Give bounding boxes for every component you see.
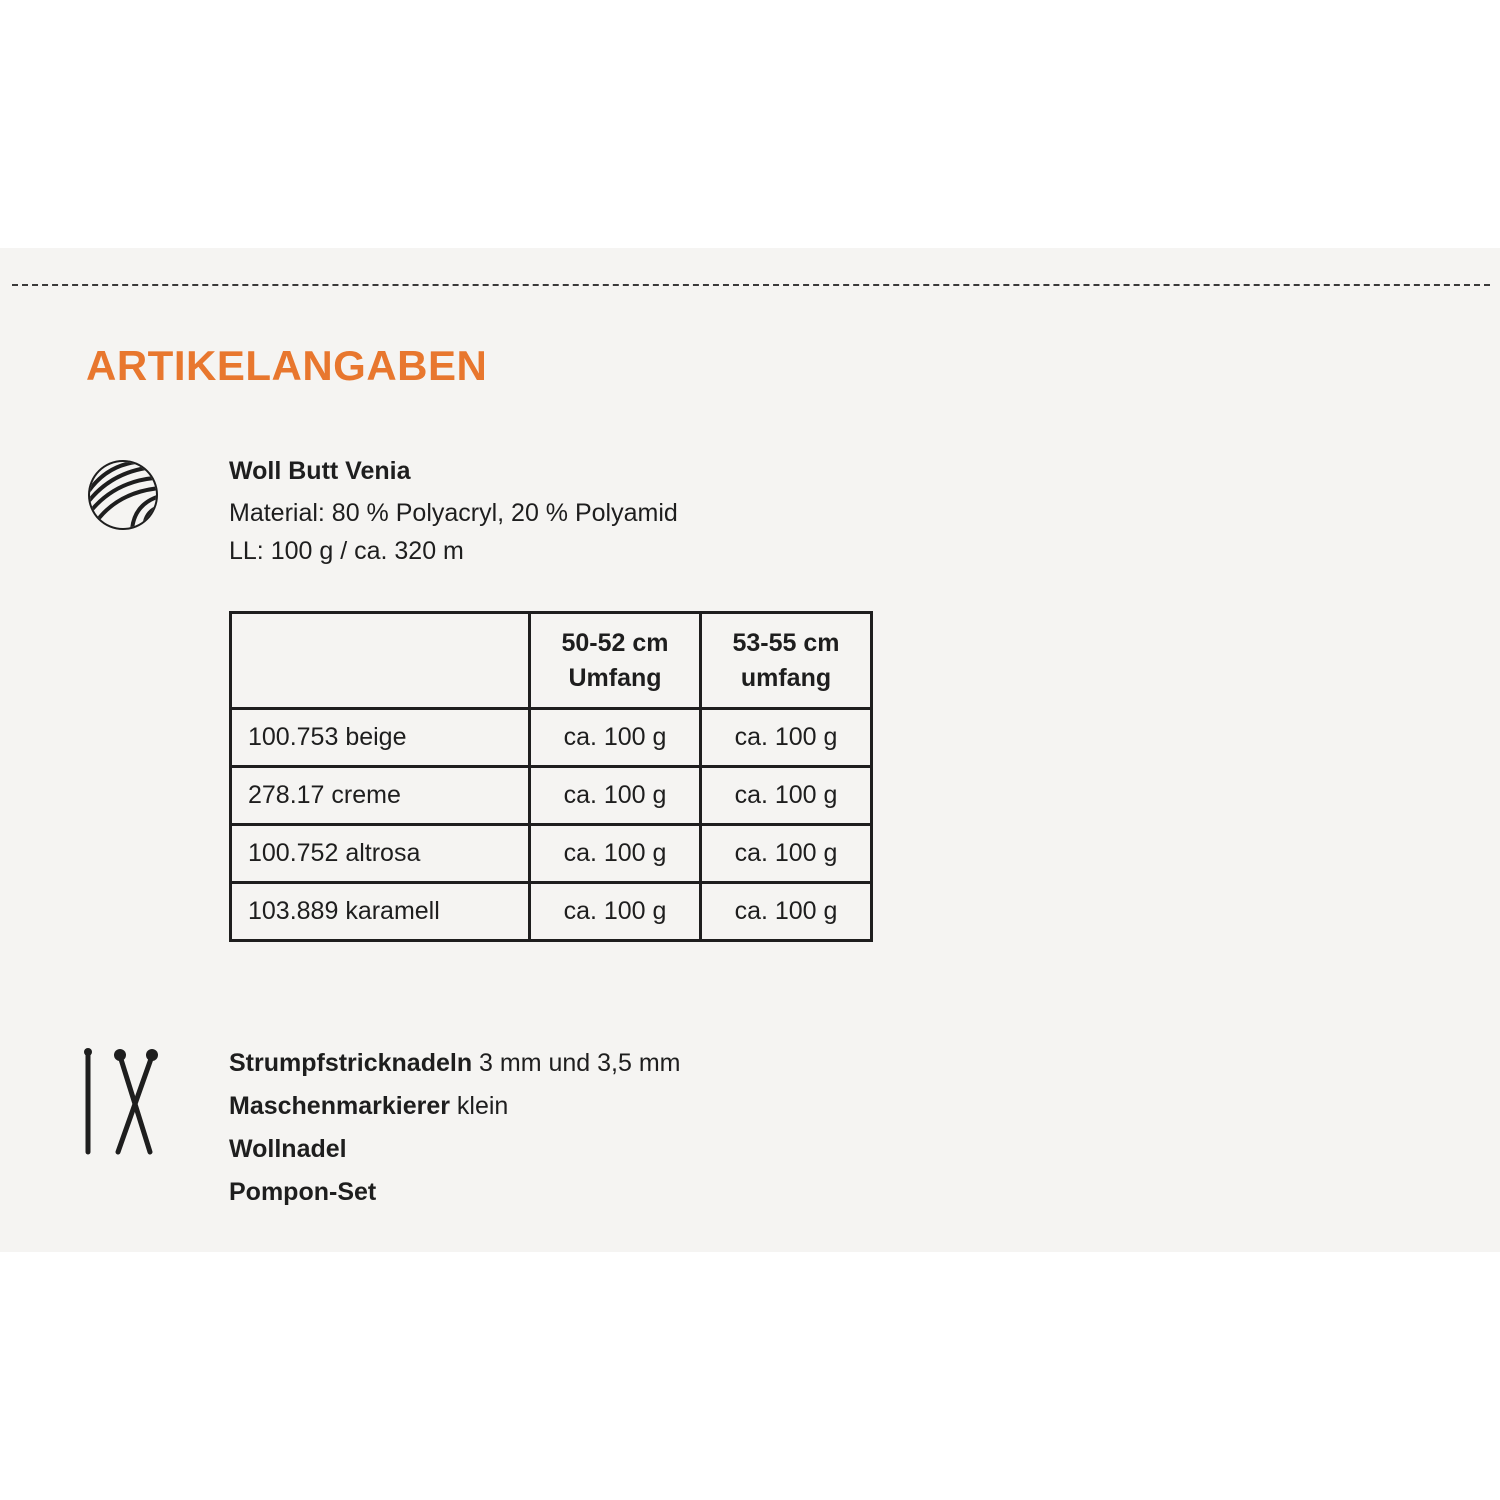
color-cell: 100.753 beige: [231, 709, 530, 767]
yarn-ball-icon: [84, 456, 162, 534]
table-header-size-1: [530, 613, 701, 709]
amount-cell: ca. 100 g: [530, 883, 701, 941]
header-size-unit: umfang: [740, 663, 832, 692]
tool-name: Strumpfstricknadeln: [229, 1049, 473, 1077]
tool-name: Pompon-Set: [229, 1178, 377, 1206]
header-size-label: 50-52 cm: [561, 628, 669, 657]
list-item: [229, 1085, 681, 1128]
color-cell: 103.889 karamell: [231, 883, 530, 941]
quantity-table: [229, 611, 873, 942]
table-header-empty: [231, 613, 530, 709]
table-header-row: [231, 613, 872, 709]
knitting-needles-icon: [80, 1046, 164, 1158]
header-size-unit: Umfang: [568, 663, 662, 692]
amount-cell: ca. 100 g: [701, 767, 872, 825]
amount-cell: ca. 100 g: [530, 767, 701, 825]
yarn-info: [229, 452, 678, 570]
list-item: [229, 1171, 681, 1214]
header-size-label: 53-55 cm: [732, 628, 840, 657]
tool-name: Wollnadel: [229, 1135, 347, 1163]
tool-detail: 3 mm und 3,5 mm: [472, 1049, 681, 1077]
list-item: [229, 1042, 681, 1085]
color-cell: 100.752 altrosa: [231, 825, 530, 883]
color-cell: 278.17 creme: [231, 767, 530, 825]
yarn-material: Material: 80 % Polyacryl, 20 % Polyamid: [229, 499, 678, 527]
section-heading: ARTIKELANGABEN: [86, 342, 488, 389]
amount-cell: ca. 100 g: [530, 825, 701, 883]
amount-cell: ca. 100 g: [530, 709, 701, 767]
table-header-size-2: [701, 613, 872, 709]
amount-cell: ca. 100 g: [701, 709, 872, 767]
table-row: [231, 767, 872, 825]
amount-cell: ca. 100 g: [701, 883, 872, 941]
tools-list: [229, 1042, 681, 1214]
table-row: [231, 825, 872, 883]
tool-name: Maschenmarkierer: [229, 1092, 450, 1120]
yarn-length: LL: 100 g / ca. 320 m: [229, 537, 464, 565]
cut-line-divider: [12, 284, 1490, 286]
list-item: [229, 1128, 681, 1171]
yarn-name: Woll Butt Venia: [229, 457, 411, 485]
tool-detail: klein: [449, 1092, 509, 1120]
table-row: [231, 883, 872, 941]
amount-cell: ca. 100 g: [701, 825, 872, 883]
table-row: [231, 709, 872, 767]
